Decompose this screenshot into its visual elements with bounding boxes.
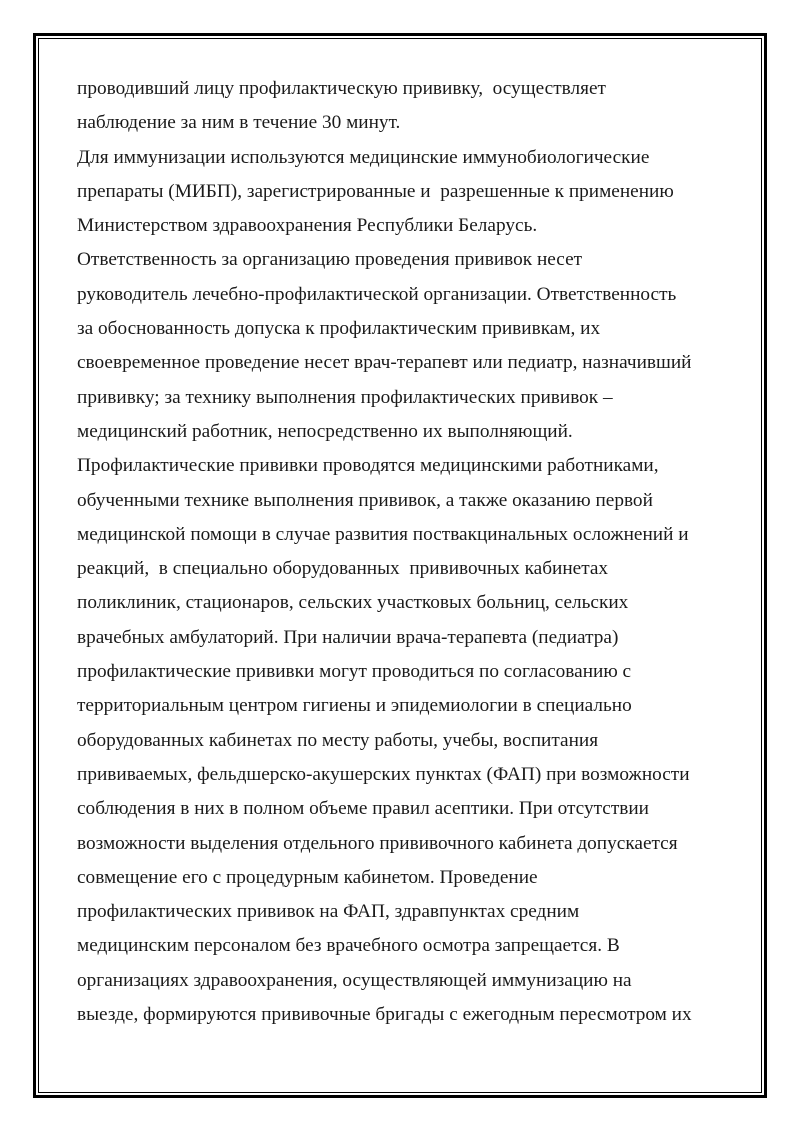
text-line: обученными технике выполнения прививок, а также оказанию первой <box>77 489 653 511</box>
text-line: совмещение его с процедурным кабинетом. Проведение <box>77 866 538 888</box>
text-line: выезде, формируются прививочные бригады с ежегодным пересмотром их <box>77 1004 692 1026</box>
text-line: соблюдения в них в полном объеме правил асептики. При отсутствии <box>77 798 649 820</box>
text-line: Ответственность за организацию проведения прививок несет <box>77 249 583 271</box>
text-line: Профилактические прививки проводятся медицинскими работниками, <box>77 455 659 477</box>
text-line: проводивший лицу профилактическую прививку, осуществляет <box>77 78 606 99</box>
text-line: руководитель лечебно-профилактической организации. Ответственность <box>77 283 677 305</box>
text-line: медицинский работник, непосредственно их выполняющий. <box>77 420 573 442</box>
text-line: возможности выделения отдельного прививочного кабинета допускается <box>77 832 678 854</box>
text-line: наблюдение за ним в течение 30 минут. <box>77 112 401 134</box>
text-line: врачебных амбулаторий. При наличии врача-терапевта (педиатра) <box>77 626 619 648</box>
text-line: профилактических прививок на ФАП, здравпунктах средним <box>77 901 580 923</box>
text-line: реакций, в специально оборудованных прививочных кабинетах <box>77 558 609 580</box>
text-line: прививку; за технику выполнения профилактических прививок – <box>77 386 613 408</box>
text-line: своевременное проведение несет врач-терапевт или педиатр, назначивший <box>77 352 692 374</box>
text-line: медицинской помощи в случае развития поствакцинальных осложнений и <box>77 523 689 545</box>
text-line: оборудованных кабинетах по месту работы, учебы, воспитания <box>77 729 599 751</box>
text-line: Для иммунизации используются медицинские иммунобиологические <box>77 146 650 168</box>
text-line: Министерством здравоохранения Республики Беларусь. <box>77 215 538 237</box>
text-line: территориальным центром гигиены и эпидемиологии в специально <box>77 695 632 717</box>
text-line: профилактические прививки могут проводиться по согласованию с <box>77 661 632 683</box>
text-line: препараты (МИБП), зарегистрированные и разрешенные к применению <box>77 180 674 202</box>
text-line: медицинским персоналом без врачебного осмотра запрещается. В <box>77 935 620 957</box>
document-body <box>77 72 737 1032</box>
text-line: прививаемых, фельдшерско-акушерских пунктах (ФАП) при возможности <box>77 763 690 785</box>
text-line: организациях здравоохранения, осуществляющей иммунизацию на <box>77 969 632 991</box>
text-line: поликлиник, стационаров, сельских участковых больниц, сельских <box>77 592 629 614</box>
text-line: за обоснованность допуска к профилактическим прививкам, их <box>77 318 601 340</box>
